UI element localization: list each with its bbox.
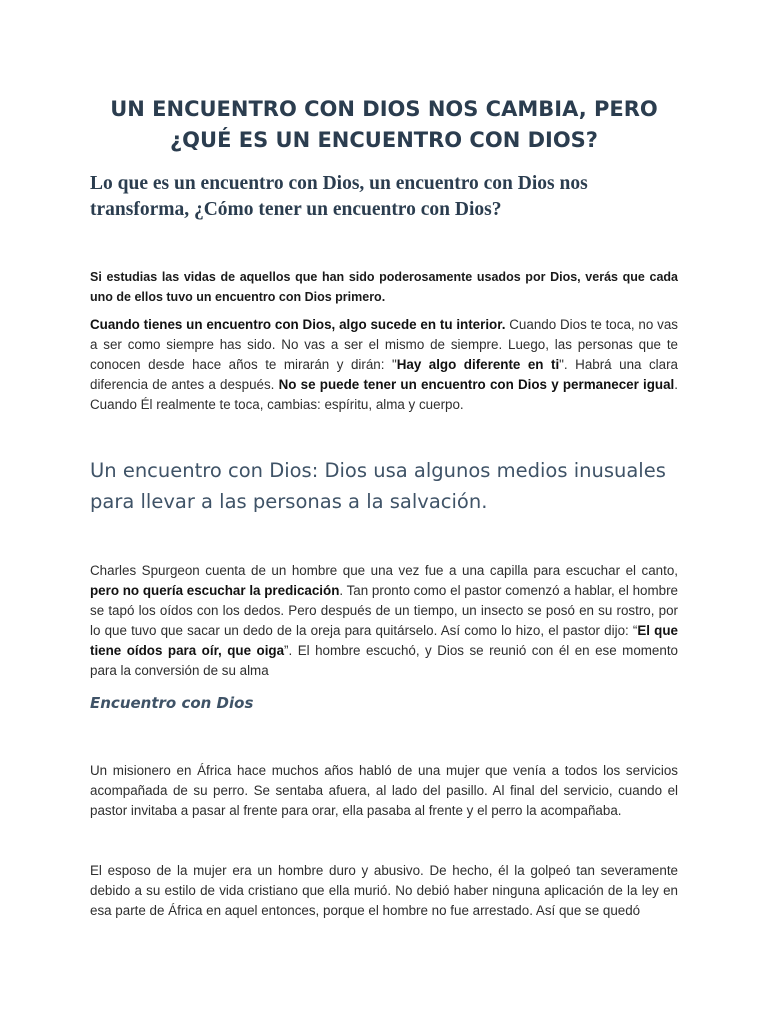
bold-text: Hay algo diferente en ti — [396, 357, 560, 372]
intro-paragraph: Si estudias las vidas de aquellos que han sido poderosamente usados por Dios, verás que cada uno de ellos tuvo un encuentro con Dios primero. — [90, 270, 678, 304]
paragraph-missionary: Un misionero en África hace muchos años habló de una mujer que venía a todos los servicios acompañada de su perro. Se sentaba afuera, al lado del pasillo. Al final del servicio, cuando el pastor invitaba a pasar al frente para orar, ella pasaba al frente y el perro la acompañaba. — [90, 763, 678, 818]
body-text: ". Habrá una clara diferencia de antes a después. — [90, 357, 678, 392]
body-text: Cuando Dios te toca, no vas a ser como siempre has sido. No vas a ser el mismo de siempre. Luego, las personas que te conocen desde hace años te mirarán y dirán: " — [90, 317, 678, 372]
section-heading: Un encuentro con Dios: Dios usa algunos medios inusuales para llevar a las personas a la salvación. — [90, 459, 666, 513]
paragraph-husband: El esposo de la mujer era un hombre duro y abusivo. De hecho, él la golpeó tan severamente debido a su estilo de vida cristiano que ella murió. No debió haber ninguna aplicación de la ley en esa parte de África en aquel entonces, porque el hombre no fue arrestado. Así que se quedó — [90, 863, 678, 918]
body-text: Charles Spurgeon cuenta de un hombre que una vez fue a una capilla para escuchar el canto, — [90, 563, 678, 578]
paragraph-spurgeon — [90, 561, 678, 681]
body-text: ”. El hombre escuchó, y Dios se reunió con él en ese momento para la conversión de su alma — [90, 643, 678, 678]
bold-text: Cuando tienes un encuentro con Dios, algo sucede en tu interior. — [90, 317, 506, 332]
body-text: . Tan pronto como el pastor comenzó a hablar, el hombre se tapó los oídos con los dedos. Pero después de un tiempo, un insecto se posó en su rostro, por lo que tuvo que sacar un dedo de la oreja para quitárselo. Así como lo hizo, el pastor dijo: “ — [90, 583, 678, 638]
body-text: . Cuando Él realmente te toca, cambias: espíritu, alma y cuerpo. — [90, 377, 678, 412]
bold-text: pero no quería escuchar la predicación — [90, 583, 340, 598]
page-title: UN ENCUENTRO CON DIOS NOS CAMBIA, PERO ¿QUÉ ES UN ENCUENTRO CON DIOS? — [110, 97, 658, 152]
page-subtitle: Lo que es un encuentro con Dios, un encuentro con Dios nos transforma, ¿Cómo tener un encuentro con Dios? — [90, 173, 588, 220]
subsection-heading: Encuentro con Dios — [90, 694, 254, 712]
bold-text: No se puede tener un encuentro con Dios y permanecer igual — [278, 377, 675, 392]
bold-text: El que tiene oídos para oír, que oiga — [90, 623, 678, 658]
paragraph-encounter-change — [90, 315, 678, 415]
